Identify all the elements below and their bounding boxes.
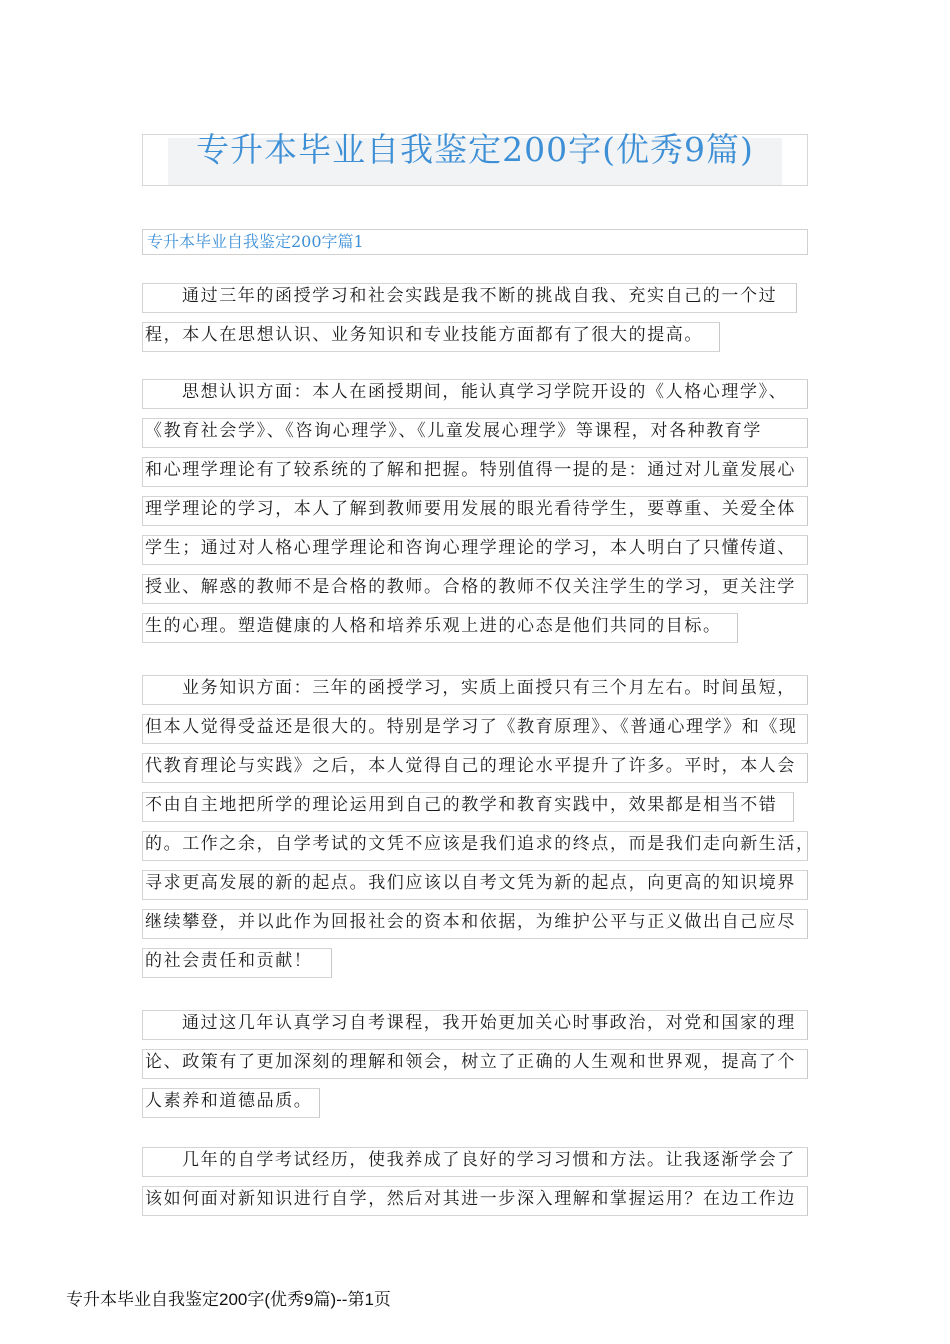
text-line: 几年的自学考试经历，使我养成了良好的学习习惯和方法。让我逐渐学会了 [142,1145,808,1184]
text-line: 不由自主地把所学的理论运用到自己的教学和教育实践中，效果都是相当不错 [142,790,808,829]
text-line: 寻求更高发展的新的起点。我们应该以自考文凭为新的起点，向更高的知识境界 [142,868,808,907]
text-line: 该如何面对新知识进行自学，然后对其进一步深入理解和掌握运用？在边工作边 [142,1184,808,1223]
text-line: 《教育社会学》、《咨询心理学》、《儿童发展心理学》等课程，对各种教育学 [142,416,808,455]
page-footer: 专升本毕业自我鉴定200字(优秀9篇)--第1页 [66,1290,391,1309]
text-line: 但本人觉得受益还是很大的。特别是学习了《教育原理》、《普通心理学》和《现 [142,712,808,751]
section-heading: 专升本毕业自我鉴定200字篇1 [142,229,808,255]
text-line: 代教育理论与实践》之后，本人觉得自己的理论水平提升了许多。平时，本人会 [142,751,808,790]
paragraph-3 [142,673,815,985]
text-line: 程，本人在思想认识、业务知识和专业技能方面都有了很大的提高。 [142,320,808,359]
text-line: 的。工作之余，自学考试的文凭不应该是我们追求的终点，而是我们走向新生活， [142,829,808,868]
text-line: 学生；通过对人格心理学理论和咨询心理学理论的学习，本人明白了只懂传道、 [142,533,808,572]
text-line: 通过这几年认真学习自考课程，我开始更加关心时事政治，对党和国家的理 [142,1008,808,1047]
document-title: 专升本毕业自我鉴定200字(优秀9篇) [196,130,754,169]
text-line: 论、政策有了更加深刻的理解和领会，树立了正确的人生观和世界观，提高了个 [142,1047,808,1086]
text-line: 和心理学理论有了较系统的了解和把握。特别值得一提的是：通过对儿童发展心 [142,455,808,494]
text-line: 业务知识方面：三年的函授学习，实质上面授只有三个月左右。时间虽短， [142,673,808,712]
text-line: 继续攀登，并以此作为回报社会的资本和依据，为维护公平与正义做出自己应尽 [142,907,808,946]
text-line: 理学理论的学习，本人了解到教师要用发展的眼光看待学生，要尊重、关爱全体 [142,494,808,533]
paragraph-1 [142,281,808,359]
text-line: 人素养和道德品质。 [142,1086,808,1125]
paragraph-4 [142,1008,808,1125]
text-line: 思想认识方面：本人在函授期间，能认真学习学院开设的《人格心理学》、 [142,377,808,416]
paragraph-2 [142,377,808,650]
text-line: 的社会责任和贡献！ [142,946,808,985]
text-line: 授业、解惑的教师不是合格的教师。合格的教师不仅关注学生的学习，更关注学 [142,572,808,611]
paragraph-5 [142,1145,808,1223]
text-line: 通过三年的函授学习和社会实践是我不断的挑战自我、充实自己的一个过 [142,281,808,320]
text-line: 生的心理。塑造健康的人格和培养乐观上进的心态是他们共同的目标。 [142,611,808,650]
